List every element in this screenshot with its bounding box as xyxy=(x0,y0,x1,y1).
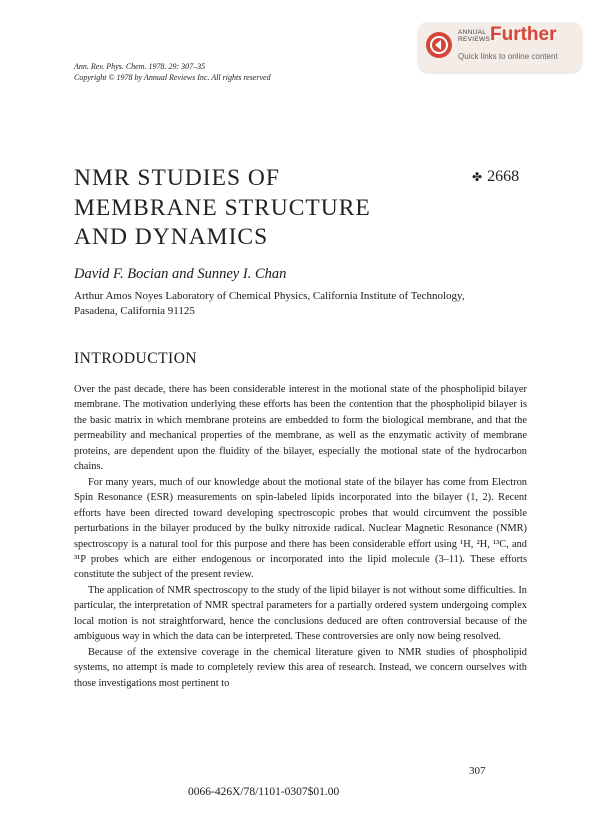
badge-publisher-line2: REVIEWS xyxy=(458,36,491,43)
further-logo-icon xyxy=(426,32,452,58)
affiliation: Arthur Amos Noyes Laboratory of Chemical Physics, California Institute of Technology, Pasadena, California 91125 xyxy=(74,290,465,317)
copyright-line: Copyright © 1978 by Annual Reviews Inc. All rights reserved xyxy=(74,73,271,82)
article-code-number: 2668 xyxy=(487,168,520,185)
article-code xyxy=(472,168,519,186)
clover-icon: ✤ xyxy=(472,170,483,184)
page-number: 307 xyxy=(469,765,486,777)
paragraph: Because of the extensive coverage in the chemical literature given to NMR studies of phospholipid systems, no attempt is made to completely review this area of research. Instead, we concern ourselves with those investigations most pertinent to xyxy=(74,646,527,689)
badge-publisher-line1: ANNUAL xyxy=(458,29,487,36)
badge-publisher xyxy=(458,29,491,43)
title-line: MEMBRANE STRUCTURE xyxy=(74,194,371,221)
footer-code: 0066-426X/78/1101-0307$01.00 xyxy=(188,786,340,798)
body-text xyxy=(74,382,527,691)
paragraph: The application of NMR spectroscopy to the study of the lipid bilayer is not without some difficulties. In particular, the interpretation of NMR spectral parameters for a partially ordered system undergoing complex local motion is not straightforward, hence the conclusions deduced are often controversial because of the ambiguous way in which the data can be interpreted. These controversies are only now being resolved. xyxy=(74,584,527,643)
title-line: NMR STUDIES OF xyxy=(74,165,280,191)
badge-tagline: Quick links to online content xyxy=(458,52,558,61)
article-title xyxy=(74,164,371,253)
title-line: AND DYNAMICS xyxy=(74,224,269,250)
journal-citation: Ann. Rev. Phys. Chem. 1978. 29: 307–35 xyxy=(74,62,206,71)
further-badge[interactable] xyxy=(418,22,582,72)
authors: David F. Bocian and Sunney I. Chan xyxy=(74,266,287,282)
paragraph: Over the past decade, there has been considerable interest in the motional state of the phospholipid bilayer membrane. The motivation underlying these efforts has been the contention that the phospholipid bilayer is the basic matrix in which membrane proteins are embedded to form the biological membrane, and that the permeability and mechanical properties of the membrane, as well as the enzymatic activity of membrane proteins, are dependent upon the fluidity of the bilayer, especially the motional state of the hydrocarbon chains. xyxy=(74,384,527,473)
badge-further-word: Further xyxy=(490,24,557,45)
section-heading: INTRODUCTION xyxy=(74,350,198,367)
paragraph: For many years, much of our knowledge about the motional state of the bilayer has come from Electron Spin Resonance (ESR) measurements on spin-labeled lipids incorporated into the bilayer (1, 2). Recent efforts have been directed toward developing spectroscopic probes that would circumvent the possible perturbations in the bilayer produced by the bulky nitroxide radical. Nuclear Magnetic Resonance (NMR) spectroscopy is a natural tool for this purpose and there has been considerable effort using ¹H, ²H, ¹³C, and ³¹P probes which are either endogenous or incorporated into the lipid molecule (3–11). These efforts constitute the subject of the present review. xyxy=(74,476,527,581)
